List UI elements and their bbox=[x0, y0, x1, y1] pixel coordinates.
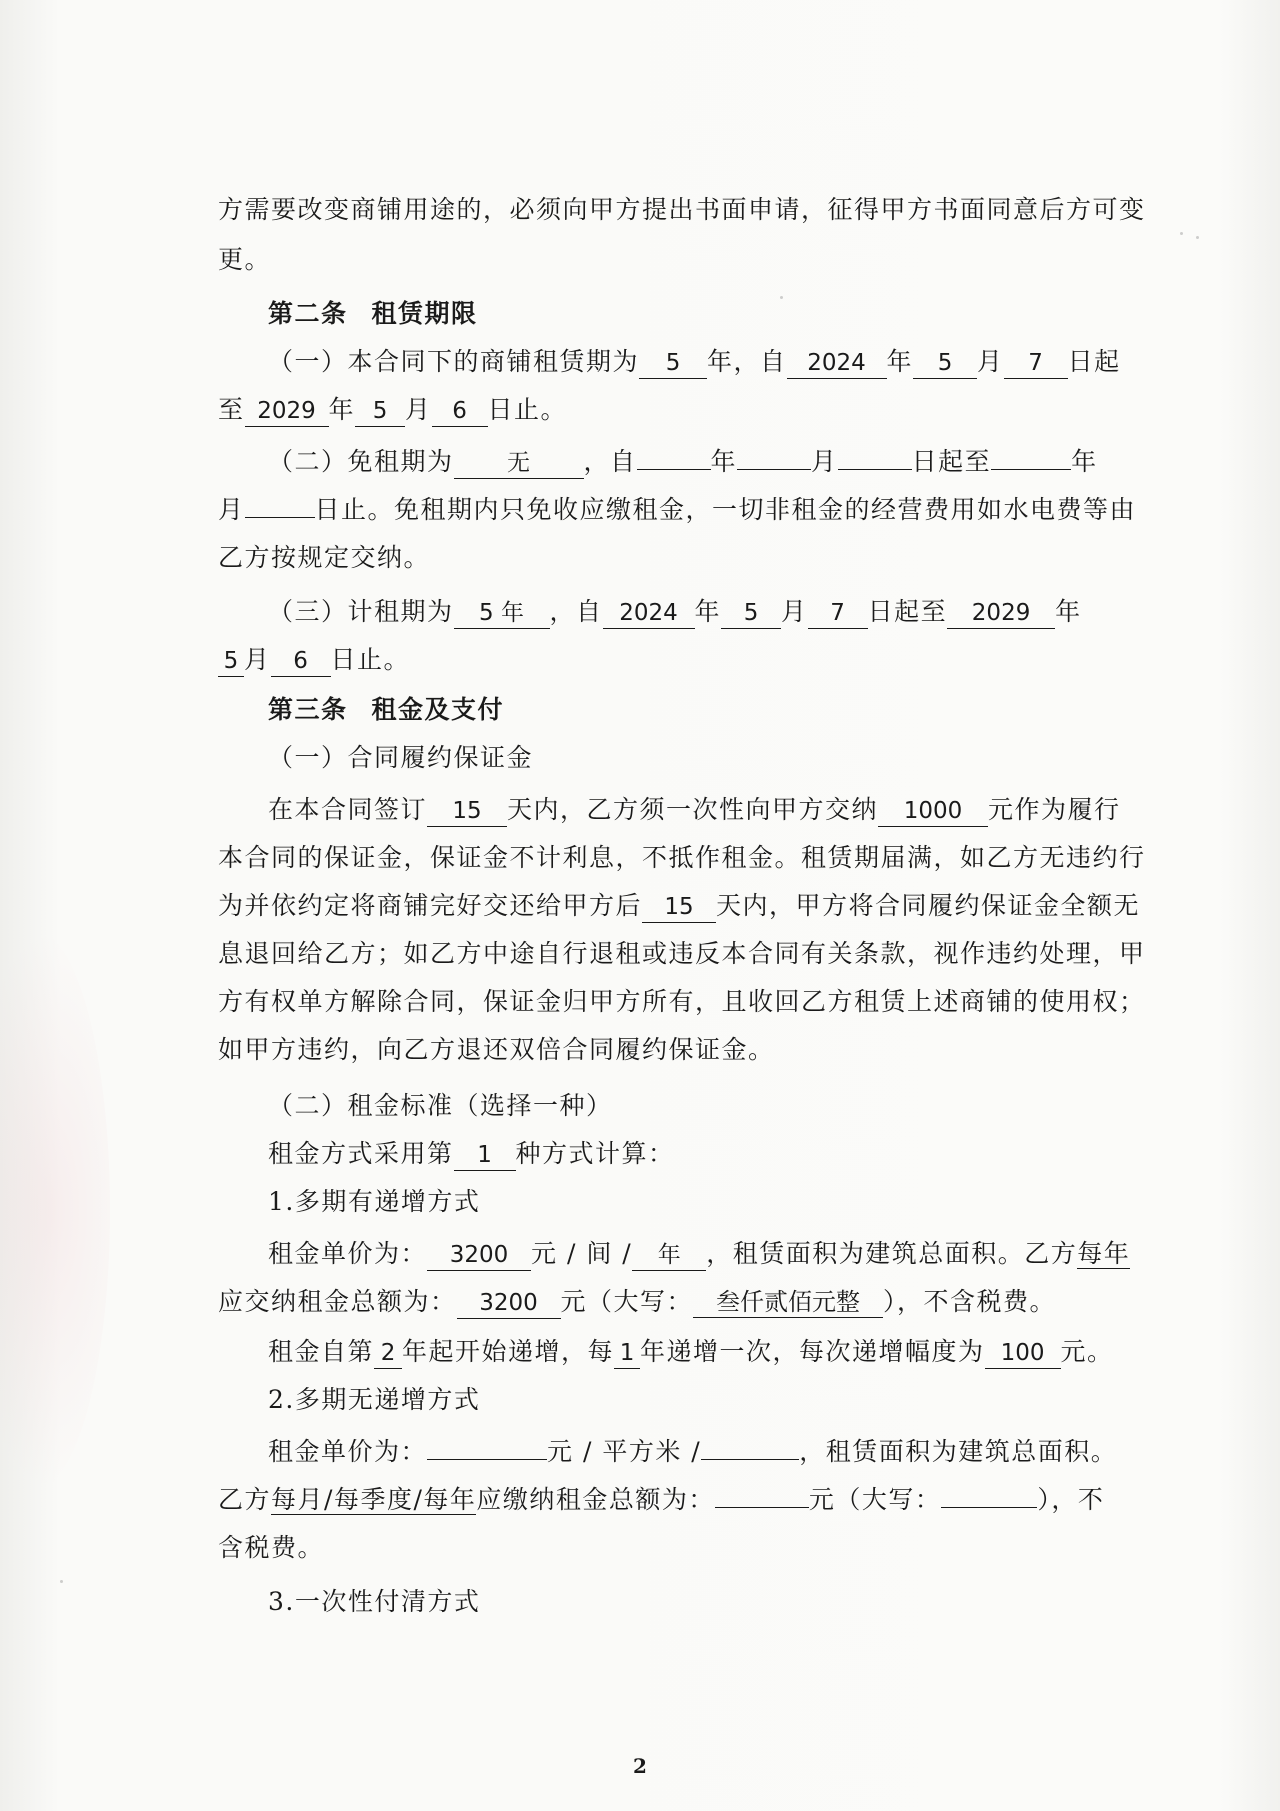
text: 年 bbox=[328, 395, 356, 424]
text: 日止。 bbox=[487, 395, 568, 424]
text: 年 bbox=[1055, 597, 1082, 626]
field-total-rent: 3200 bbox=[457, 1288, 561, 1319]
text: 至 bbox=[218, 395, 245, 424]
text: 元（大写： bbox=[808, 1485, 942, 1514]
field-unit-price: 3200 bbox=[427, 1240, 531, 1271]
field-start-year: 2024 bbox=[603, 598, 695, 629]
method-1-line1 bbox=[218, 1230, 1134, 1278]
text: 月 bbox=[811, 447, 838, 476]
method-2-line1 bbox=[218, 1428, 1134, 1476]
text: ，自 bbox=[583, 447, 637, 476]
clause-2-3-line1 bbox=[218, 588, 1134, 636]
text: 月 bbox=[244, 645, 271, 674]
field-empty bbox=[637, 469, 711, 470]
method-1-line3 bbox=[218, 1328, 1134, 1376]
text: 年，自 bbox=[707, 347, 787, 376]
method-2-title bbox=[218, 1376, 1134, 1424]
text: 3.一次性付清方式 bbox=[268, 1587, 481, 1616]
field-empty bbox=[427, 1459, 547, 1460]
speck bbox=[60, 1580, 63, 1583]
text: 如甲方违约，向乙方退还双倍合同履约保证金。 bbox=[218, 1035, 775, 1064]
method-3-title bbox=[218, 1578, 1134, 1626]
text: 月 bbox=[977, 347, 1004, 376]
text: 2.多期无递增方式 bbox=[268, 1385, 481, 1414]
text: 为并依约定将商铺完好交还给甲方后 bbox=[218, 891, 643, 920]
text: ，自 bbox=[549, 597, 603, 626]
text: 日止。 bbox=[330, 645, 411, 674]
stamp-mark bbox=[0, 930, 110, 1490]
field-start-year: 2024 bbox=[787, 348, 887, 379]
text: 租金方式采用第 bbox=[268, 1139, 454, 1168]
text: 天内，乙方须一次性向甲方交纳 bbox=[507, 795, 879, 824]
rent-method-choice bbox=[218, 1130, 1134, 1178]
text: 含税费。 bbox=[218, 1533, 325, 1562]
text: （三）计租期为 bbox=[268, 597, 454, 626]
method-1-title bbox=[218, 1178, 1134, 1226]
text: （二）租金标准（选择一种） bbox=[268, 1091, 613, 1120]
field-rent-period: 5 年 bbox=[454, 598, 550, 629]
text: 租金单价为： bbox=[268, 1239, 428, 1268]
text: 乙方按规定交纳。 bbox=[218, 543, 431, 572]
clause-2-3-line2 bbox=[218, 636, 1134, 684]
speck bbox=[1196, 236, 1199, 239]
field-deposit-days: 15 bbox=[427, 796, 507, 827]
page-number: 2 bbox=[633, 1754, 647, 1778]
text: （一）本合同下的商铺租赁期为 bbox=[268, 347, 640, 376]
text: 年起开始递增，每 bbox=[402, 1337, 615, 1366]
text: 元。 bbox=[1060, 1337, 1114, 1366]
deposit-line1 bbox=[218, 786, 1134, 834]
method-2-line2 bbox=[218, 1476, 1134, 1524]
text: 年 bbox=[886, 347, 914, 376]
field-end-day: 6 bbox=[432, 396, 488, 427]
text: 1.多期有递增方式 bbox=[268, 1187, 481, 1216]
deposit-line3 bbox=[218, 882, 1141, 930]
text: 在本合同签订 bbox=[268, 795, 428, 824]
deposit-line4 bbox=[218, 930, 1146, 978]
text-line bbox=[218, 186, 1146, 234]
speck bbox=[1180, 232, 1183, 235]
field-refund-days: 15 bbox=[642, 892, 716, 923]
text: 日起至 bbox=[867, 597, 948, 626]
text: 月 bbox=[781, 597, 808, 626]
clause-2-2-line2 bbox=[218, 486, 1137, 534]
text: 年 bbox=[1071, 447, 1098, 476]
deposit-line5 bbox=[218, 978, 1146, 1026]
clause-2-1-line2 bbox=[218, 386, 1134, 434]
text: ，租赁面积为建筑总面积。 bbox=[799, 1437, 1118, 1466]
article-3-heading bbox=[218, 686, 1134, 734]
field-pay-frequency-options: 每月/每季度/每年 bbox=[271, 1485, 477, 1514]
text: 租金单价为： bbox=[268, 1437, 428, 1466]
field-start-day: 7 bbox=[1004, 348, 1068, 379]
text: 年递增一次，每次递增幅度为 bbox=[640, 1337, 985, 1366]
text: ），不含税费。 bbox=[883, 1287, 1057, 1316]
text: ，租赁面积为建筑总面积。乙方 bbox=[706, 1239, 1078, 1268]
text: 日止。免租期内只免收应缴租金，一切非租金的经营费用如水电费等由 bbox=[314, 495, 1137, 524]
text: （一）合同履约保证金 bbox=[268, 743, 534, 772]
heading-title: 租金及支付 bbox=[371, 695, 505, 724]
text: 租金自第 bbox=[268, 1337, 375, 1366]
document-body bbox=[218, 186, 1146, 1626]
text: 息退回给乙方；如乙方中途自行退租或违反本合同有关条款，视作违约处理，甲 bbox=[218, 939, 1146, 968]
heading-number: 第二条 bbox=[268, 299, 348, 328]
field-increase-amount: 100 bbox=[985, 1338, 1061, 1369]
text: 应缴纳租金总额为： bbox=[476, 1485, 715, 1514]
text: ），不 bbox=[1037, 1485, 1105, 1514]
text: 年 bbox=[710, 447, 738, 476]
field-end-year: 2029 bbox=[245, 396, 329, 427]
field-method-choice: 1 bbox=[454, 1140, 516, 1171]
line-text: 更。 bbox=[218, 245, 272, 274]
deposit-line6 bbox=[218, 1026, 1134, 1074]
field-start-day: 7 bbox=[808, 598, 868, 629]
deposit-line2 bbox=[218, 834, 1146, 882]
text: 月 bbox=[405, 395, 432, 424]
field-deposit-amount: 1000 bbox=[878, 796, 988, 827]
method-1-line2 bbox=[218, 1278, 1134, 1326]
heading-number: 第三条 bbox=[268, 695, 348, 724]
text: 乙方 bbox=[218, 1485, 272, 1514]
field-increase-interval: 1 bbox=[614, 1338, 640, 1369]
field-empty bbox=[245, 517, 315, 518]
clause-2-1-line1 bbox=[218, 338, 1134, 386]
text: 元（大写： bbox=[560, 1287, 694, 1316]
article-2-heading bbox=[218, 290, 1134, 338]
text: 元作为履行 bbox=[988, 795, 1121, 824]
field-empty bbox=[838, 469, 912, 470]
field-empty bbox=[941, 1507, 1037, 1508]
text: 方有权单方解除合同，保证金归甲方所有，且收回乙方租赁上述商铺的使用权； bbox=[218, 987, 1146, 1016]
text: 元 / 间 / bbox=[531, 1239, 633, 1268]
field-price-unit: 年 bbox=[632, 1240, 706, 1271]
clause-2-2-line1 bbox=[218, 438, 1134, 486]
field-end-month: 5 bbox=[355, 396, 405, 427]
field-end-day: 6 bbox=[271, 646, 331, 677]
clause-2-2-line3 bbox=[218, 534, 1134, 582]
text: （二）免租期为 bbox=[268, 447, 454, 476]
text: 日起 bbox=[1067, 347, 1121, 376]
field-total-rent-words: 叁仟贰佰元整 bbox=[693, 1287, 883, 1318]
field-lease-years: 5 bbox=[639, 348, 707, 379]
field-empty bbox=[701, 1459, 799, 1460]
field-start-month: 5 bbox=[721, 598, 781, 629]
field-empty bbox=[715, 1507, 809, 1508]
section-3-2-title bbox=[218, 1082, 1134, 1130]
field-increase-start-year: 2 bbox=[374, 1338, 402, 1369]
field-empty bbox=[991, 469, 1071, 470]
text: 天内，甲方将合同履约保证金全额无 bbox=[716, 891, 1141, 920]
text-line bbox=[218, 236, 1134, 284]
method-2-line3 bbox=[218, 1524, 1134, 1572]
text: 种方式计算： bbox=[515, 1139, 675, 1168]
line-text: 方需要改变商铺用途的，必须向甲方提出书面申请，征得甲方书面同意后方可变 bbox=[218, 195, 1146, 224]
heading-title: 租赁期限 bbox=[371, 299, 478, 328]
text: 年 bbox=[694, 597, 722, 626]
section-3-1-title bbox=[218, 734, 1134, 782]
text: 月 bbox=[218, 495, 245, 524]
field-empty bbox=[737, 469, 811, 470]
text: 日起至 bbox=[911, 447, 992, 476]
text: 元 / 平方米 / bbox=[547, 1437, 702, 1466]
field-end-year: 2029 bbox=[947, 598, 1055, 629]
field-start-month: 5 bbox=[913, 348, 977, 379]
field-end-month: 5 bbox=[218, 646, 244, 677]
field-free-period: 无 bbox=[454, 448, 584, 479]
field-pay-frequency: 每年 bbox=[1077, 1239, 1131, 1268]
text: 本合同的保证金，保证金不计利息，不抵作租金。租赁期届满，如乙方无违约行 bbox=[218, 843, 1146, 872]
text: 应交纳租金总额为： bbox=[218, 1287, 457, 1316]
